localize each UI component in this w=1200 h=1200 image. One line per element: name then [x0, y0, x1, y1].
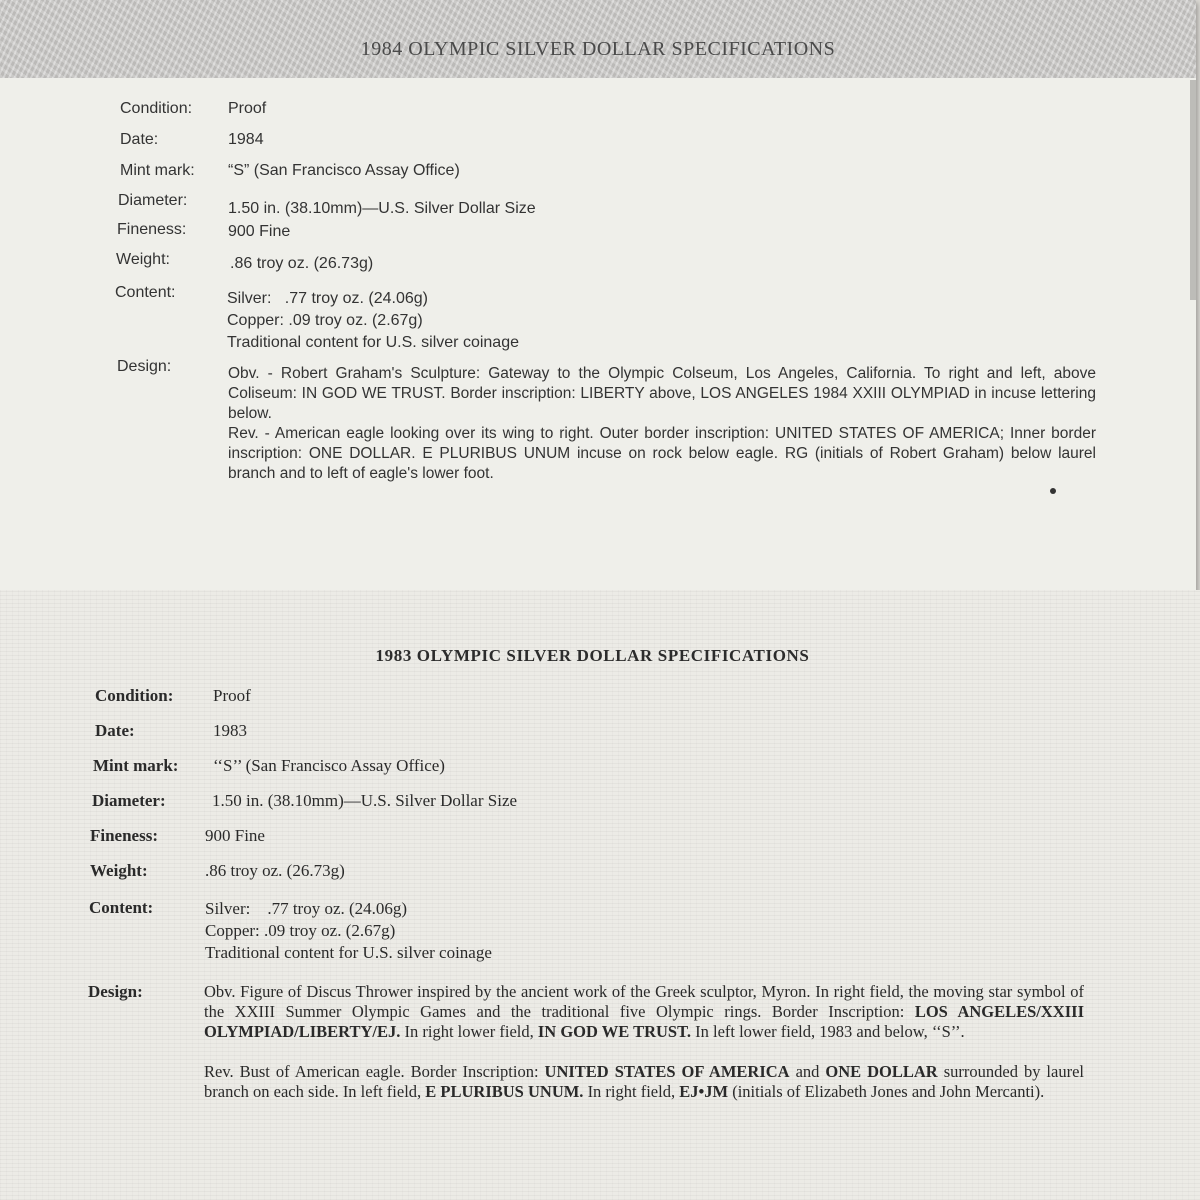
obv-text: In left lower field, 1983 and below, ‘‘S’’. [690, 1022, 965, 1041]
design-reverse: Rev. - American eagle looking over its wing to right. Outer border inscription: UNITED STATES OF AMERICA; Inner border inscription: ONE DOLLAR. E PLURIBUS UNUM incuse on rock below eagle. RG (initials of Robert Graham) below laurel branch and to left of eagle's lower foot. [228, 425, 1096, 482]
spec-value: Proof [213, 686, 251, 705]
spec-value: 1984 [228, 131, 264, 148]
spec-value: 900 Fine [228, 223, 291, 240]
design-description [204, 982, 1084, 1102]
spec-value: ‘‘S’’ (San Francisco Assay Office) [213, 756, 445, 775]
spec-label: Fineness: [90, 826, 158, 845]
content-copper: Copper: .09 troy oz. (2.67g) [205, 921, 396, 940]
card-title: 1984 OLYMPIC SILVER DOLLAR SPECIFICATIONS [360, 38, 836, 60]
content-silver: Silver: .77 troy oz. (24.06g) [227, 290, 428, 307]
rev-text: Rev. Bust of American eagle. Border Inscription: [204, 1062, 545, 1081]
spec-label: Diameter: [92, 791, 166, 810]
spec-label: Weight: [90, 861, 148, 880]
spec-value: 900 Fine [205, 826, 265, 845]
obv-text: Obv. Figure of Discus Thrower inspired by the ancient work of the Greek sculptor, Myron. In right field, the moving star symbol of the XXIII Summer Olympic Games and the traditional five Olympic rings. Border Inscription: [204, 982, 1084, 1021]
spec-value: 1.50 in. (38.10mm)—U.S. Silver Dollar Size [212, 791, 518, 810]
rev-text: In right field, [583, 1082, 680, 1101]
spec-label: Condition: [95, 686, 174, 705]
design-reverse [204, 1062, 1084, 1102]
rev-text: and [789, 1062, 826, 1081]
content-traditional: Traditional content for U.S. silver coinage [227, 334, 519, 351]
spec-value: 1.50 in. (38.10mm)—U.S. Silver Dollar Size [228, 200, 536, 217]
rev-denomination: ONE DOLLAR [825, 1062, 938, 1081]
spec-value: .86 troy oz. (26.73g) [205, 861, 345, 880]
spec-card-1983 [0, 590, 1200, 1200]
obv-motto: IN GOD WE TRUST. [537, 1022, 691, 1041]
spec-label: Condition: [120, 100, 193, 117]
design-description [228, 364, 1096, 484]
card-title: 1983 OLYMPIC SILVER DOLLAR SPECIFICATIONS [375, 646, 810, 665]
spec-label: Design: [117, 358, 172, 375]
ink-dot [1050, 488, 1056, 494]
spec-value: 1983 [213, 721, 247, 740]
spec-label: Diameter: [118, 192, 188, 209]
rev-motto: E PLURIBUS UNUM. [425, 1082, 584, 1101]
spec-label: Mint mark: [120, 162, 195, 179]
content-copper: Copper: .09 troy oz. (2.67g) [227, 312, 423, 329]
spec-label: Fineness: [117, 221, 187, 238]
rev-text: surrounded by laurel branch on each side. In left field, [204, 1062, 1084, 1101]
rev-text: (initials of Elizabeth Jones and John Mercanti). [728, 1082, 1045, 1101]
spec-label: Mint mark: [93, 756, 179, 775]
design-obverse: Obv. - Robert Graham's Sculpture: Gateway to the Olympic Colseum, Los Angeles, California. To right and left, above Coliseum: IN GOD WE TRUST. Border inscription: LIBERTY above, LOS ANGELES 1984 XXIII OLYMPIAD in incuse lettering below. [228, 365, 1096, 422]
rev-inscription: UNITED STATES OF AMERICA [544, 1062, 790, 1081]
content-silver: Silver: .77 troy oz. (24.06g) [205, 899, 408, 918]
content-lines [227, 288, 519, 354]
card-edge-shadow [1190, 80, 1196, 300]
spec-value: Proof [228, 100, 267, 117]
content-lines [205, 898, 492, 964]
obv-inscription: LOS ANGELES/XXIII OLYMPIAD/LIBERTY/EJ. [204, 1002, 1084, 1041]
rev-initials: EJ•JM [679, 1082, 729, 1101]
spec-label: Date: [95, 721, 135, 740]
spec-card-1984 [0, 0, 1196, 596]
design-obverse [204, 982, 1084, 1042]
spec-label: Content: [115, 284, 176, 301]
spec-label: Design: [88, 982, 143, 1001]
spec-label: Weight: [116, 251, 170, 268]
spec-value: “S” (San Francisco Assay Office) [228, 162, 460, 179]
content-traditional: Traditional content for U.S. silver coinage [205, 943, 492, 962]
obv-text: In right lower field, [400, 1022, 538, 1041]
spec-value: .86 troy oz. (26.73g) [230, 255, 374, 272]
spec-label: Content: [89, 898, 154, 917]
spec-label: Date: [120, 131, 159, 148]
